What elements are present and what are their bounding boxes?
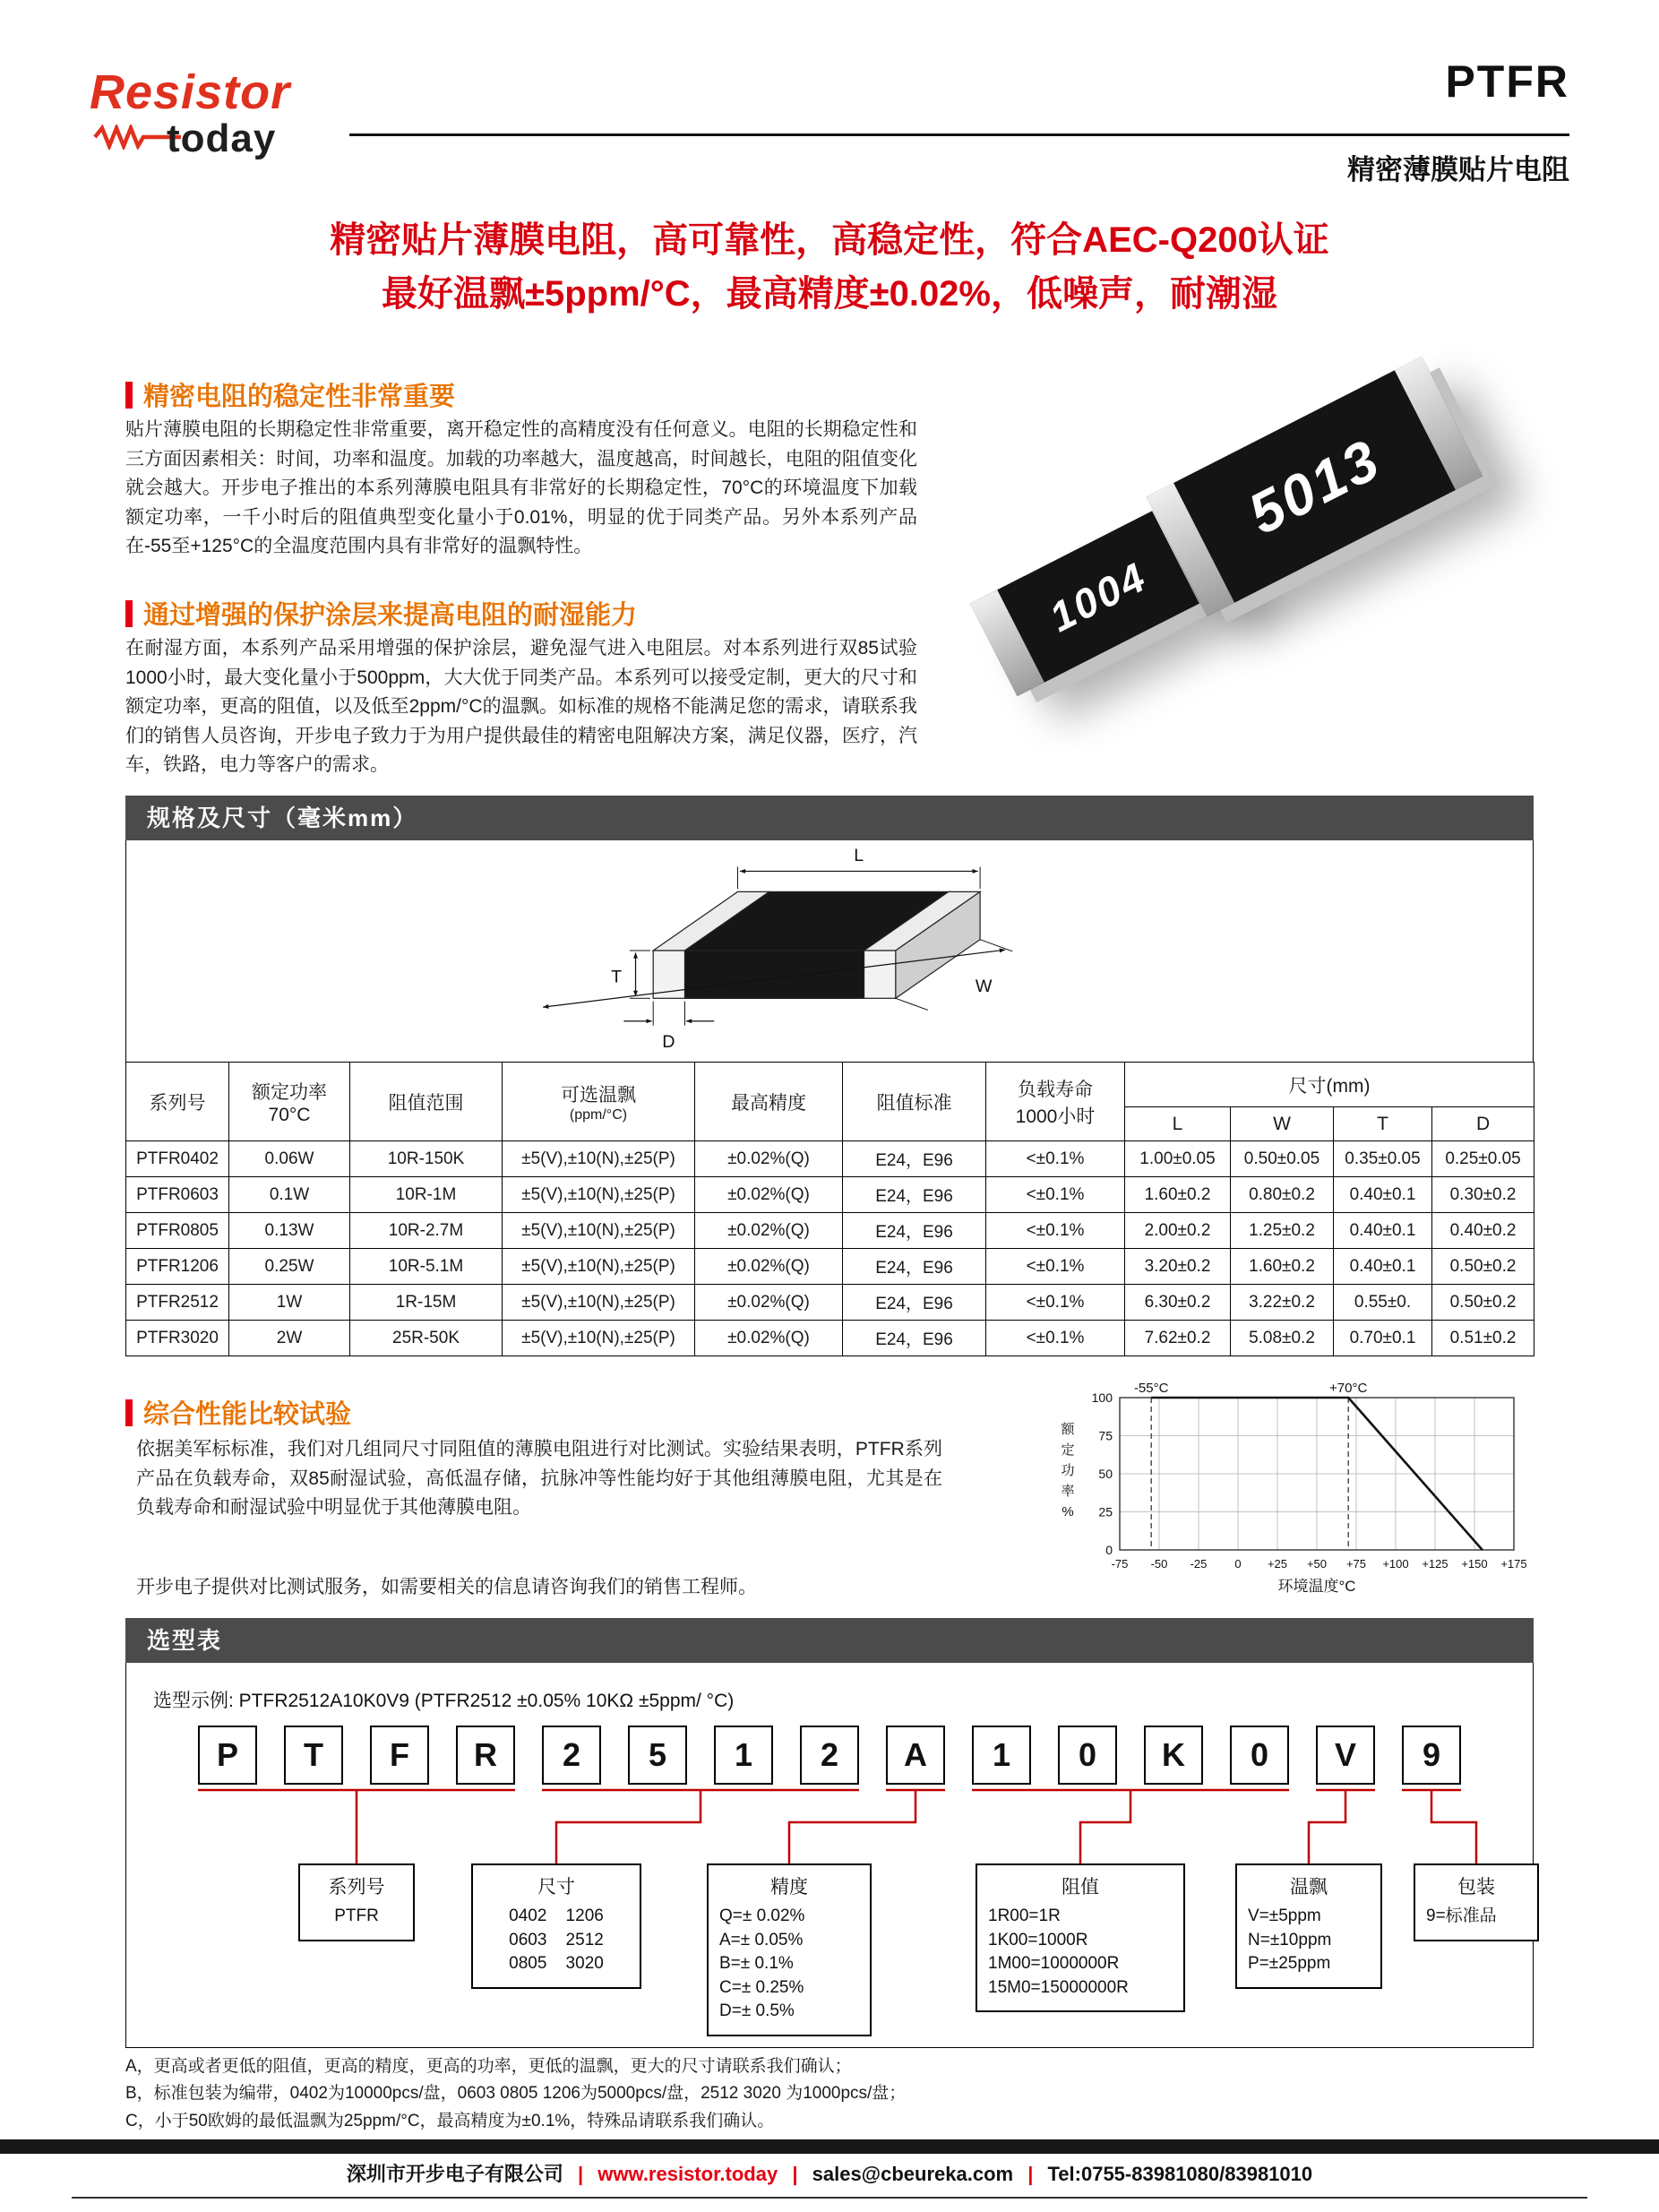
spec-table-cell: ±0.02%(Q) — [695, 1249, 843, 1285]
spec-table-cell: 1.00±0.05 — [1125, 1141, 1231, 1177]
col-header-tcr — [503, 1063, 695, 1141]
spec-table-cell: 0.50±0.05 — [1231, 1141, 1334, 1177]
text-line: N=±10ppm — [1248, 1930, 1332, 1949]
company-logo — [90, 65, 290, 161]
x-tick-label: +100 — [1382, 1557, 1409, 1571]
col-header-standard: 阻值标准 — [843, 1063, 986, 1141]
option-box-size — [471, 1863, 641, 1989]
text-line: 15M0=15000000R — [988, 1977, 1129, 1997]
spec-table-cell: 10R-2.7M — [350, 1213, 503, 1249]
spec-table-cell: PTFR2512 — [126, 1285, 229, 1321]
spec-table-cell: 1.60±0.2 — [1231, 1249, 1334, 1285]
x-tick-label: -75 — [1111, 1557, 1129, 1571]
spec-table-cell: 0.55±0. — [1334, 1285, 1432, 1321]
footer-separator: | — [792, 2163, 798, 2185]
header-line: 70°C — [268, 1104, 311, 1125]
spec-table-cell: 0.13W — [229, 1213, 350, 1249]
spec-table-cell: 5.08±0.2 — [1231, 1321, 1334, 1356]
text-line: C，小于50欧姆的最低温飘为25ppm/°C，最高精度为±0.1%，特殊品请联系我们确认。 — [125, 2111, 775, 2130]
text-line: 0805 3020 — [509, 1954, 604, 1974]
spec-table-cell: 0.50±0.2 — [1432, 1249, 1534, 1285]
x-tick-label: -25 — [1190, 1557, 1208, 1571]
performance-body-1: 依据美军标标准，我们对几组同尺寸同阻值的薄膜电阻进行对比测试。实验结果表明，PTFR系列产品在负载寿命，双85耐湿试验，高低温存储，抗脉冲等性能均好于其他组薄膜电阻，尤其是在负载寿命和耐湿试验中明显优于其他薄膜电阻。 — [136, 1439, 942, 1519]
spec-table-cell: PTFR0805 — [126, 1213, 229, 1249]
part-code-char: A — [886, 1726, 945, 1785]
spec-table-cell: 25R-50K — [350, 1321, 503, 1356]
spec-block — [125, 796, 1534, 1356]
option-box-lines — [484, 1905, 629, 1976]
footer-phone: Tel:0755-83981080/83981010 — [1047, 2163, 1313, 2185]
footer-bar — [0, 2139, 1659, 2154]
spec-table-row — [126, 1177, 1534, 1213]
connector-lines — [126, 1786, 1531, 1865]
spec-table-cell: <±0.1% — [986, 1141, 1125, 1177]
spec-table-cell: ±5(V),±10(N),±25(P) — [503, 1141, 695, 1177]
spec-table-cell: <±0.1% — [986, 1249, 1125, 1285]
spec-table-cell: E24，E96 — [843, 1141, 986, 1177]
spec-table-cell: 10R-5.1M — [350, 1249, 503, 1285]
spec-table-row — [126, 1141, 1534, 1177]
spec-table-cell: 7.62±0.2 — [1125, 1321, 1231, 1356]
spec-table-cell: ±5(V),±10(N),±25(P) — [503, 1285, 695, 1321]
spec-table-cell: E24，E96 — [843, 1249, 986, 1285]
y-axis-label-char: 功 — [1061, 1463, 1075, 1478]
option-box-title: 温飘 — [1290, 1877, 1328, 1898]
spec-table-cell: 2W — [229, 1321, 350, 1356]
footer-contact — [0, 2159, 1659, 2187]
option-box-resistance — [976, 1863, 1185, 2012]
x-tick-label: +25 — [1267, 1557, 1288, 1571]
resistor-chip-5013 — [1147, 357, 1483, 616]
spec-table-cell: 0.50±0.2 — [1432, 1285, 1534, 1321]
selection-example: 选型示例: PTFR2512A10K0V9 (PTFR2512 ±0.05% 10KΩ ±5ppm/ °C) — [153, 1691, 735, 1711]
x-tick-label: +125 — [1422, 1557, 1448, 1571]
text-line: 0603 2512 — [509, 1930, 604, 1949]
option-box-title: 尺寸 — [537, 1877, 575, 1898]
text-line: A=± 0.05% — [719, 1930, 804, 1949]
y-axis-label-char: 率 — [1061, 1484, 1075, 1499]
section-performance-title — [125, 1394, 351, 1431]
spec-table-cell: 10R-150K — [350, 1141, 503, 1177]
part-code-char: 2 — [800, 1726, 859, 1785]
option-box-title: 精度 — [770, 1877, 808, 1898]
section-title-text: 通过增强的保护涂层来提高电阻的耐湿能力 — [143, 601, 638, 630]
section-marker-icon — [125, 600, 133, 627]
spec-table-cell: 0.40±0.2 — [1432, 1213, 1534, 1249]
spec-table-cell: 0.35±0.05 — [1334, 1141, 1432, 1177]
spec-table-cell: 0.51±0.2 — [1432, 1321, 1534, 1356]
option-box-lines — [1248, 1905, 1370, 1976]
text-line: 0402 1206 — [509, 1906, 604, 1925]
dim-label-D: D — [662, 1032, 675, 1053]
chip-marking: 5013 — [1238, 426, 1391, 547]
dim-label-W: W — [975, 976, 993, 996]
chip-dimension-diagram — [125, 840, 1534, 1063]
spec-table-cell: PTFR3020 — [126, 1321, 229, 1356]
option-box-lines — [311, 1905, 402, 1929]
spec-table-cell: <±0.1% — [986, 1177, 1125, 1213]
footer-website-link[interactable]: www.resistor.today — [597, 2163, 778, 2185]
derating-chart-svg — [1030, 1380, 1568, 1604]
footnotes — [125, 2053, 1523, 2135]
text-line: PTFR — [334, 1906, 379, 1925]
text-line: D=± 0.5% — [719, 2001, 795, 2021]
option-box-series — [298, 1863, 415, 1941]
spec-table-cell: 1.25±0.2 — [1231, 1213, 1334, 1249]
spec-table-cell: 0.80±0.2 — [1231, 1177, 1334, 1213]
y-axis-label-char: % — [1062, 1504, 1074, 1519]
option-box-package — [1414, 1863, 1539, 1941]
selection-block — [125, 1618, 1534, 2048]
product-series-title: PTFR — [1445, 56, 1569, 107]
x-tick-label: +175 — [1500, 1557, 1527, 1571]
header-line: 可选温飘 — [561, 1084, 636, 1106]
footer-email: sales@cbeureka.com — [812, 2163, 1014, 2185]
headline-line2: 最好温飘±5ppm/°C，最高精度±0.02%，低噪声，耐潮湿 — [382, 274, 1277, 314]
col-header-series: 系列号 — [126, 1063, 229, 1141]
part-code-char: 9 — [1402, 1726, 1461, 1785]
text-line: 1R00=1R — [988, 1906, 1061, 1925]
col-header-W: W — [1231, 1107, 1334, 1141]
part-code-char: T — [284, 1726, 343, 1785]
text-line: 1M00=1000000R — [988, 1954, 1120, 1974]
part-code-char: P — [198, 1726, 257, 1785]
spec-table-cell: ±5(V),±10(N),±25(P) — [503, 1213, 695, 1249]
y-tick-label: 100 — [1091, 1390, 1113, 1405]
x-tick-label: +150 — [1461, 1557, 1488, 1571]
part-code-char: 5 — [628, 1726, 687, 1785]
part-code-char: 0 — [1058, 1726, 1117, 1785]
spec-table-cell: 0.40±0.1 — [1334, 1249, 1432, 1285]
part-code-char: R — [456, 1726, 515, 1785]
option-box-lines — [988, 1905, 1173, 2000]
text-line: B=± 0.1% — [719, 1954, 794, 1974]
logo-text-today: today — [167, 116, 277, 160]
x-tick-label: 0 — [1234, 1557, 1242, 1571]
annotation-label: -55°C — [1133, 1381, 1169, 1396]
spec-table-body — [126, 1141, 1534, 1356]
option-box-title: 系列号 — [328, 1877, 385, 1898]
dim-label-L: L — [854, 845, 864, 865]
x-tick-label: -50 — [1150, 1557, 1168, 1571]
section-stability-body: 贴片薄膜电阻的长期稳定性非常重要，离开稳定性的高精度没有任何意义。电阻的长期稳定性和三方面因素相关：时间，功率和温度。加载的功率越大，温度越高，时间越长，电阻的阻值变化就会越大。开步电子推出的本系列薄膜电阻具有非常好的长期稳定性，70°C的环境温度下加载额定功率，一千小时后的阻值典型变化量小于0.01%，明显的优于同类产品。另外本系列产品在-55至+125°C的全温度范围内具有非常好的温飘特性。 — [125, 419, 917, 557]
option-box-precision — [707, 1863, 872, 2036]
text-line: B，标准包装为编带，0402为10000pcs/盘，0603 0805 1206为5000pcs/盘，2512 3020 为1000pcs/盘； — [125, 2084, 907, 2104]
y-tick-label: 75 — [1098, 1428, 1113, 1443]
spec-table-cell: E24，E96 — [843, 1321, 986, 1356]
spec-table-cell: ±5(V),±10(N),±25(P) — [503, 1249, 695, 1285]
spec-table-row — [126, 1321, 1534, 1356]
col-header-L: L — [1125, 1107, 1231, 1141]
y-axis-label-char: 额 — [1061, 1422, 1075, 1437]
option-box-tempco — [1235, 1863, 1382, 1989]
spec-table-cell: 3.20±0.2 — [1125, 1249, 1231, 1285]
footer-separator: | — [1027, 2163, 1034, 2185]
spec-table-cell: 0.1W — [229, 1177, 350, 1213]
spec-table-cell: ±0.02%(Q) — [695, 1141, 843, 1177]
annotation-label: +70°C — [1329, 1381, 1368, 1396]
text-line: C=± 0.25% — [719, 1977, 804, 1997]
resistor-product-photo — [967, 385, 1586, 726]
spec-table-cell: 3.22±0.2 — [1231, 1285, 1334, 1321]
option-box-title: 阻值 — [1062, 1877, 1099, 1898]
headline-line1: 精密贴片薄膜电阻，高可靠性，高稳定性，符合AEC-Q200认证 — [330, 220, 1329, 260]
spec-table — [125, 1062, 1534, 1356]
spec-table-row — [126, 1213, 1534, 1249]
headline — [0, 213, 1659, 321]
spec-table-cell: 0.25±0.05 — [1432, 1141, 1534, 1177]
product-subtitle: 精密薄膜贴片电阻 — [1347, 154, 1569, 185]
text-line: P=±25ppm — [1248, 1954, 1331, 1974]
spec-table-cell: PTFR0603 — [126, 1177, 229, 1213]
footer-separator: | — [578, 2163, 584, 2185]
spec-table-cell: PTFR0402 — [126, 1141, 229, 1177]
x-tick-label: +75 — [1345, 1557, 1367, 1571]
spec-table-cell: 10R-1M — [350, 1177, 503, 1213]
option-box-lines — [1426, 1905, 1526, 1929]
header-line: (ppm/°C) — [569, 1106, 628, 1123]
text-line: 9=标准品 — [1426, 1906, 1497, 1925]
spec-table-cell: E24，E96 — [843, 1177, 986, 1213]
section-moisture-body: 在耐湿方面，本系列产品采用增强的保护涂层，避免湿气进入电阻层。对本系列进行双85试验1000小时，最大变化量小于500ppm，大大优于同类产品。本系列可以接受定制，更大的尺寸和额定功率，更高的阻值，以及低至2ppm/°C的温飘。如标准的规格不能满足您的需求，请联系我们的销售人员咨询，开步电子致力于为用户提供最佳的精密电阻解决方案，满足仪器，医疗，汽车，铁路，电力等客户的需求。 — [125, 638, 917, 776]
option-box-lines — [719, 1905, 859, 2024]
x-axis-label: 环境温度°C — [1277, 1578, 1356, 1595]
dimension-diagram-svg — [498, 840, 1161, 1061]
section-moisture-title — [125, 595, 637, 632]
part-code-char: 1 — [972, 1726, 1031, 1785]
header-line: 负载寿命 — [1018, 1079, 1093, 1100]
spec-table-cell: 2.00±0.2 — [1125, 1213, 1231, 1249]
spec-table-cell: 0.25W — [229, 1249, 350, 1285]
performance-body-2: 开步电子提供对比测试服务，如需要相关的信息请咨询我们的销售工程师。 — [136, 1577, 757, 1597]
spec-table-cell: ±0.02%(Q) — [695, 1177, 843, 1213]
col-header-life — [986, 1063, 1125, 1141]
section-marker-icon — [125, 1399, 133, 1426]
spec-table-cell: ±0.02%(Q) — [695, 1285, 843, 1321]
spec-banner: 规格及尺寸（毫米mm） — [125, 796, 1534, 840]
x-tick-label: +50 — [1306, 1557, 1328, 1571]
part-code-char: 2 — [542, 1726, 601, 1785]
text-line: A，更高或者更低的阻值，更高的精度，更高的功率，更低的温飘，更大的尺寸请联系我们确认； — [125, 2057, 852, 2076]
spec-table-cell: 0.30±0.2 — [1432, 1177, 1534, 1213]
text-line: 1K00=1000R — [988, 1930, 1088, 1949]
col-header-dims: 尺寸(mm) — [1125, 1063, 1534, 1107]
option-box-title: 包装 — [1457, 1877, 1495, 1898]
spec-table-cell: 6.30±0.2 — [1125, 1285, 1231, 1321]
y-axis-label-char: 定 — [1061, 1442, 1075, 1458]
spec-table-cell: 0.06W — [229, 1141, 350, 1177]
spec-table-cell: 1.60±0.2 — [1125, 1177, 1231, 1213]
y-tick-label: 50 — [1098, 1467, 1113, 1481]
spec-table-cell: 0.40±0.1 — [1334, 1213, 1432, 1249]
section-title-text: 精密电阻的稳定性非常重要 — [143, 383, 456, 411]
text-line: Q=± 0.02% — [719, 1906, 805, 1925]
part-code-char: F — [370, 1726, 429, 1785]
y-tick-label: 0 — [1105, 1543, 1113, 1557]
spec-table-cell: 1W — [229, 1285, 350, 1321]
dim-label-T: T — [611, 967, 623, 987]
spec-table-cell: E24，E96 — [843, 1213, 986, 1249]
part-code-row — [198, 1726, 1461, 1785]
spec-table-row — [126, 1249, 1534, 1285]
spec-table-header — [126, 1063, 1534, 1141]
selection-banner: 选型表 — [125, 1618, 1534, 1663]
spec-table-cell: 0.40±0.1 — [1334, 1177, 1432, 1213]
part-code-char: 0 — [1230, 1726, 1289, 1785]
part-code-char: V — [1316, 1726, 1375, 1785]
part-code-char: 1 — [714, 1726, 773, 1785]
spec-table-cell: E24，E96 — [843, 1285, 986, 1321]
spec-table-row — [126, 1285, 1534, 1321]
col-header-precision: 最高精度 — [695, 1063, 843, 1141]
derating-chart — [1030, 1380, 1568, 1604]
footer-company: 深圳市开步电子有限公司 — [346, 2163, 563, 2185]
header-divider — [349, 133, 1569, 136]
spec-table-cell: <±0.1% — [986, 1213, 1125, 1249]
spec-table-cell: 0.70±0.1 — [1334, 1321, 1432, 1356]
selection-box — [125, 1663, 1534, 2048]
header-line: 1000小时 — [1015, 1106, 1096, 1127]
spec-table-cell: PTFR1206 — [126, 1249, 229, 1285]
header-line: 额定功率 — [252, 1081, 327, 1103]
col-header-T: T — [1334, 1107, 1432, 1141]
section-marker-icon — [125, 382, 133, 409]
spec-table-cell: <±0.1% — [986, 1285, 1125, 1321]
spec-table-cell: ±0.02%(Q) — [695, 1321, 843, 1356]
text-line: V=±5ppm — [1248, 1906, 1321, 1925]
col-header-range: 阻值范围 — [350, 1063, 503, 1141]
spec-table-cell: <±0.1% — [986, 1321, 1125, 1356]
y-tick-label: 25 — [1098, 1504, 1113, 1519]
spec-table-cell: ±5(V),±10(N),±25(P) — [503, 1321, 695, 1356]
col-header-D: D — [1432, 1107, 1534, 1141]
spec-table-cell: ±5(V),±10(N),±25(P) — [503, 1177, 695, 1213]
logo-line2 — [93, 116, 290, 161]
section-stability-title — [125, 376, 455, 413]
col-header-power — [229, 1063, 350, 1141]
part-code-char: K — [1144, 1726, 1203, 1785]
spec-table-cell: 1R-15M — [350, 1285, 503, 1321]
footer-divider — [72, 2197, 1587, 2199]
logo-text-resistor: Resistor — [90, 65, 291, 119]
chip-marking: 1004 — [1042, 552, 1155, 641]
section-title-text: 综合性能比较试验 — [143, 1400, 352, 1429]
spec-table-cell: ±0.02%(Q) — [695, 1213, 843, 1249]
